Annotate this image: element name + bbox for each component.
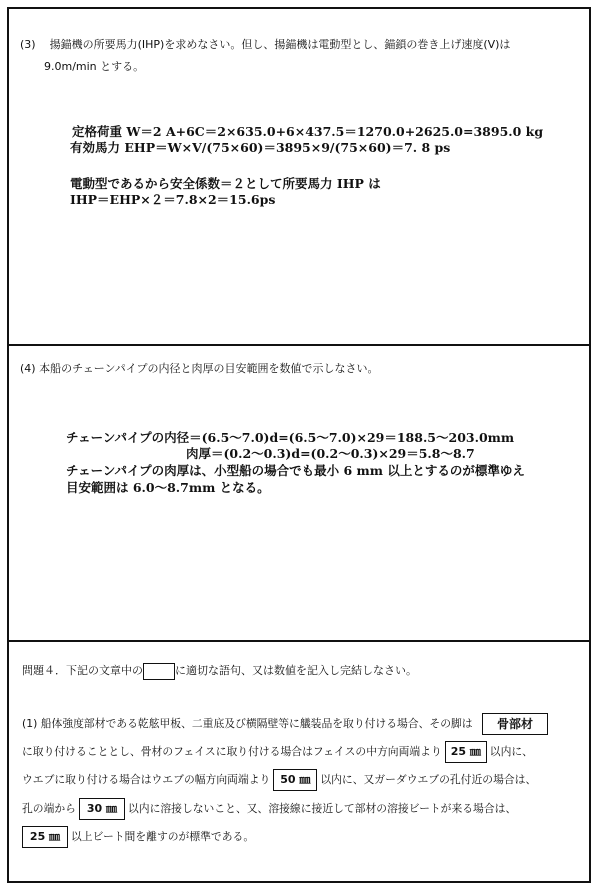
question-3-continued — [44, 56, 600, 77]
answer-4-line: チェーンパイプの肉厚は、小型船の場合でも最小 6 mm 以上とするのが標準ゆえ — [66, 463, 525, 478]
question-3-number: (3) — [20, 38, 36, 51]
fill-text: 以内に、又ガーダウエブの孔付近の場合は、 — [320, 773, 537, 786]
fill-text: 孔の端から — [22, 802, 76, 815]
fill-text: 以内に溶接しないこと、又、溶接線に接近して部材の溶接ビートが来る場合は、 — [127, 802, 517, 815]
answer-3-line: 有効馬力 EHP＝W×V/(75×60)＝3895×9/(75×60)＝7. 8 ps — [70, 140, 451, 155]
answer-4-line: 目安範囲は 6.0～8.7mm となる。 — [66, 480, 270, 495]
fill-line-5 — [22, 826, 254, 848]
fill-text: 以上ビート間を離すのが標準である。 — [71, 830, 255, 843]
fill-line-4 — [22, 798, 516, 820]
section-divider — [7, 344, 591, 346]
question-4-text: 本船のチェーンパイプの内径と肉厚の目安範囲を数値で示しなさい。 — [39, 362, 379, 375]
fill-text: に取り付けることとし、骨材のフェイスに取り付ける場合はフェイスの中方向両端より — [22, 745, 442, 758]
fill-text: (1) 船体強度部材である乾舷甲板、二重底及び横隔壁等に艤装品を取り付ける場合、その脚は — [22, 717, 473, 730]
question-3-text: 揚錨機の所要馬力(IHP)を求めなさい。但し、揚錨機は電動型とし、錨鎖の巻き上げ速度(V)は — [49, 38, 511, 51]
answer-3-line: 電動型であるから安全係数＝２として所要馬力 IHP は — [70, 176, 381, 191]
fill-text: ウエブに取り付ける場合はウエブの幅方向両端より — [22, 773, 271, 786]
fill-line-1 — [22, 713, 548, 735]
problem-4-instruction — [22, 662, 587, 680]
question-3-text-2: 9.0m/min とする。 — [44, 60, 145, 73]
fill-line-2 — [22, 741, 533, 763]
question-3 — [20, 34, 585, 55]
answer-box-4: 30 ㎜ — [79, 798, 125, 820]
fill-line-3 — [22, 769, 536, 791]
fill-text: 以内に、 — [489, 745, 533, 758]
question-4 — [20, 358, 585, 379]
problem-4-instruction-a: 問題４．下記の文章中の — [22, 664, 143, 677]
answer-4-line: 肉厚＝(0.2～0.3)d=(0.2～0.3)×29＝5.8～8.7 — [186, 446, 475, 461]
blank-box-example — [143, 663, 175, 680]
answer-3-line: IHP＝EHP×２＝7.8×2＝15.6ps — [70, 192, 276, 207]
answer-box-1: 骨部材 — [482, 713, 548, 735]
answer-3-line: 定格荷重 W＝2 A+6C＝2×635.0+6×437.5＝1270.0+2625.0=3895.0 kg — [72, 124, 544, 139]
problem-4-instruction-b: に適切な語句、又は数値を記入し完結しなさい。 — [175, 664, 417, 677]
answer-box-2: 25 ㎜ — [445, 741, 487, 763]
section-divider — [7, 640, 591, 642]
answer-box-3: 50 ㎜ — [273, 769, 317, 791]
answer-4-line: チェーンパイプの内径＝(6.5～7.0)d=(6.5～7.0)×29＝188.5～203.0mm — [66, 430, 515, 445]
answer-box-5: 25 ㎜ — [22, 826, 68, 848]
question-4-number: (4) — [20, 362, 36, 375]
